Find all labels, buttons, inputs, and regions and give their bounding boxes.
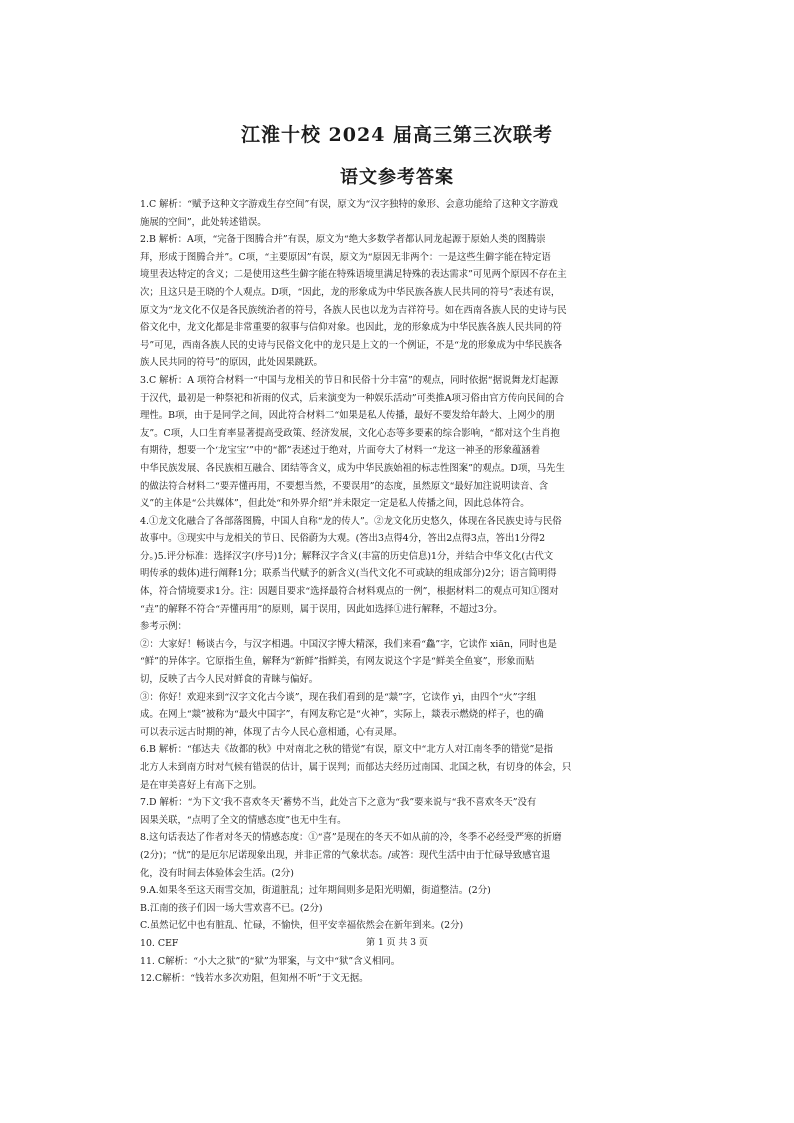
page-number: 第 1 页 共 3 页 [366, 938, 428, 948]
text-line: 分。)5.评分标准：选择汉字(序号)1分；解释汉字含义(丰富的历史信息)1分，并结合中华文化(古代文 [140, 550, 554, 562]
text-line: B.江南的孩子们因一场大雪欢喜不已。(2分) [140, 902, 323, 914]
text-line: (2分)；“忧”的是厄尔尼诺现象出现，并非正常的气象状态。/或答：现代生活中由于忙碌导致感官退 [140, 849, 551, 861]
text-line: 因果关联，“点明了全文的情感态度”也无中生有。 [140, 814, 347, 826]
text-line: 10. CEF [140, 937, 179, 949]
text-line: 可以表示远古时期的神，体现了古今人民心意相通，心有灵犀。 [140, 726, 403, 738]
text-line: 原文为“龙文化不仅是各民族统治者的符号，各族人民也以龙为吉祥符号。如在西南各族人民的史诗与民 [140, 304, 567, 316]
text-line: 6.B 解析：“郁达夫《故都的秋》中对南北之秋的错觉”有误，原文中“北方人对江南冬季的错觉”是指 [140, 744, 553, 756]
text-line: 1.C 解析：“赋予这种文字游戏生存空间”有误，原文为“汉字独特的象形、会意功能给了这种文字游戏 [140, 199, 558, 210]
text-line: 9.A.如果冬至这天雨雪交加，街道脏乱；过年期间则多是阳光明媚，街道整洁。(2分) [140, 885, 491, 897]
text-line: ③：你好！欢迎来到“汉字文化古今谈”，现在我们看到的是“燚”字，它读作 yì，由四个“火”字组 [140, 691, 537, 703]
text-line: 施展的空间”，此处转述错误。 [140, 216, 267, 228]
text-line: 切，反映了古今人民对鲜食的青睐与偏好。 [140, 674, 319, 686]
text-line: 友”。C项，人口生育率显著提高受政策、经济发展，文化心态等多要素的综合影响，“都对这个生肖抱 [140, 427, 560, 439]
text-line: 参考示例： [140, 621, 187, 633]
text-line: 是在审美喜好上有高下之别。 [140, 779, 262, 791]
text-line: 次；且这只是王晓的个人观点。D项，“因此，龙的形象成为中华民族各族人民共同的符号”表述有误， [140, 286, 561, 298]
text-line: 于汉代，最初是一种祭祀和祈雨的仪式，后来演变为一种娱乐活动”可类推A项习俗由官方传向民间的合 [140, 392, 565, 404]
text-line: 2.B 解析：A项，“完备于图腾合并”有误，原文为“绝大多数学者都认同龙起源于原始人类的图腾崇 [140, 234, 546, 246]
text-line: 化，没有时间去体验体会生活。(2分) [140, 867, 294, 879]
text-line: 俗文化中，龙文化都是非常重要的叙事与信仰对象。也因此，龙的形象成为中华民族各族人民共同的符 [140, 322, 562, 334]
text-line: 4.①龙文化融合了各部落图腾，中国人自称“龙的传人”。②龙文化历史悠久，体现在各民族史诗与民俗 [140, 515, 562, 527]
text-line: 7.D 解析：“为下文‘我不喜欢冬天’蓄势不当，此处言下之意为“我”要来说与“我不喜欢冬天”没有 [140, 797, 537, 809]
text-line: 11. C解析：“小大之狱”的“狱”为罪案，与文中“狱”含义相同。 [140, 955, 401, 967]
text-line: 的做法符合材料二“要弄懂再用，不要想当然，不要误用”的态度，虽然原文“最好加注说明读音、含 [140, 480, 549, 492]
text-line: 北方人未到南方时对气候有错误的估计，属于误判；而郁达夫经历过南国、北国之秋，有切身的体会，只 [140, 762, 572, 773]
text-line: 体，符合情境要求1分。注：因题目要求“选择最符合材料观点的一例”，根据材料二的观点可知①图对 [140, 586, 559, 598]
document-subtitle: 语文参考答案 [340, 167, 454, 188]
text-line: C.虽然记忆中也有脏乱、忙碌，不愉快，但平安幸福依然会在新年到来。(2分) [140, 920, 464, 932]
text-line: ②：大家好！畅谈古今，与汉字相遇。中国汉字博大精深，我们来看“鱻”字，它读作 xiān，同时也是 [140, 638, 557, 650]
text-line: “鲜”的异体字。它原指生鱼，解释为“新鲜”指鲜美，有网友说这个字是“鲜美全鱼宴”，形象而贴 [140, 656, 535, 668]
text-line: 拜，形成于图腾合并”。C项，“主要原因”有误，原文为“原因无非两个：一是这些生僻字能在特定语 [140, 251, 551, 263]
text-line: 成。在网上“燚”被称为“最火中国字”，有网友称它是“火神”，实际上，燚表示燃烧的样子，也的确 [140, 709, 544, 721]
text-line: 理性。B项，由于是同学之间，因此符合材料二“如果是私人传播，最好不要发给年龄大、上网少的朋 [140, 410, 555, 422]
answer-body [140, 196, 660, 988]
text-line: 12.C解析：“钱若水多次劝阻，但知州不听”于文无据。 [140, 973, 369, 985]
text-line: 中华民族发展、各民族相互融合、团结等含义，成为中华民族始祖的标志性图案”的观点。D项，马先生 [140, 462, 565, 474]
document-title: 江淮十校 2024 届高三第三次联考 [240, 124, 554, 146]
text-line: 族人民共同的符号”的原因，此处因果跳跃。 [140, 357, 323, 369]
text-line: 3.C 解析：A 项符合材料一“中国与龙相关的节日和民俗十分丰富”的观点，同时依据“据说舞龙灯起源 [140, 374, 559, 386]
text-line: “垚”的解释不符合“弄懂再用”的原则，属于误用，因此如选择①进行解释，不超过3分。 [140, 603, 503, 615]
text-line: 境里表达特定的含义；二是使用这些生僻字能在特殊语境里满足特殊的表达需求”可见两个原因不存在主 [140, 269, 567, 281]
text-line: 8.这句话表达了作者对冬天的情感态度：①“喜”是现在的冬天不如从前的冷，冬季不必经受严寒的折磨 [140, 832, 562, 844]
text-line: 明传承的载体)进行阐释1分；联系当代赋予的新含义(当代文化不可或缺的组成部分)2分；语言简明得 [140, 568, 557, 580]
text-line: 有期待，想要一个‘龙宝宝’”中的“都”表述过于绝对，片面夸大了材料一“龙这一神圣的形象蕴涵着 [140, 445, 541, 457]
text-line: 义”的主体是“公共媒体”，但此处“和外界介绍”并未限定一定是私人传播之间，因此总体符合。 [140, 498, 530, 510]
text-line: 号”可见，西南各族人民的史诗与民俗文化中的龙只是上文的一个例证，不是“龙的形象成为中华民族各 [140, 339, 563, 351]
text-line: 故事中。③现实中与龙相关的节日、民俗蔚为大观。(答出3点得4分，答出2点得3点，答出1分得2 [140, 533, 546, 545]
